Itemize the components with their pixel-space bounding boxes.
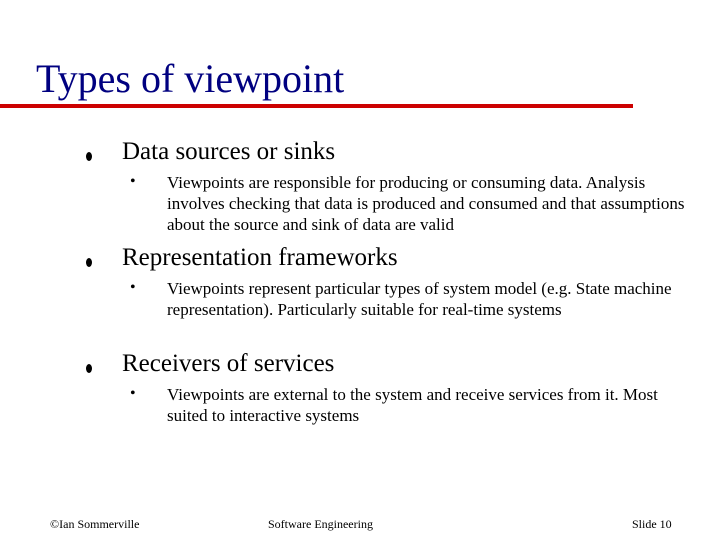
bullet-dot-icon xyxy=(86,152,92,161)
bullet-heading: Receivers of services xyxy=(122,350,335,377)
bullet-dot-icon xyxy=(86,364,92,373)
sub-bullet-icon: • xyxy=(130,385,136,402)
bullet-detail: Viewpoints are responsible for producing or consuming data. Analysis involves checking that data is produced and consumed and that assumptions about the source and sink of data are valid xyxy=(167,173,685,234)
bullet-detail: Viewpoints are external to the system and receive services from it. Most suited to interactive systems xyxy=(167,385,658,425)
bullet-dot-icon xyxy=(86,258,92,267)
title-underline xyxy=(0,104,633,108)
slide-title: Types of viewpoint xyxy=(36,56,345,101)
footer-course: Software Engineering xyxy=(268,517,373,531)
footer-slide-number: Slide 10 xyxy=(632,517,672,531)
sub-bullet-icon: • xyxy=(130,173,136,190)
bullet-heading: Data sources or sinks xyxy=(122,138,336,165)
bullet-detail: Viewpoints represent particular types of system model (e.g. State machine representation). Particularly suitable for real-time systems xyxy=(167,279,672,319)
footer-author: ©Ian Sommerville xyxy=(50,517,140,531)
bullet-heading: Representation frameworks xyxy=(122,244,398,271)
sub-bullet-icon: • xyxy=(130,279,136,296)
